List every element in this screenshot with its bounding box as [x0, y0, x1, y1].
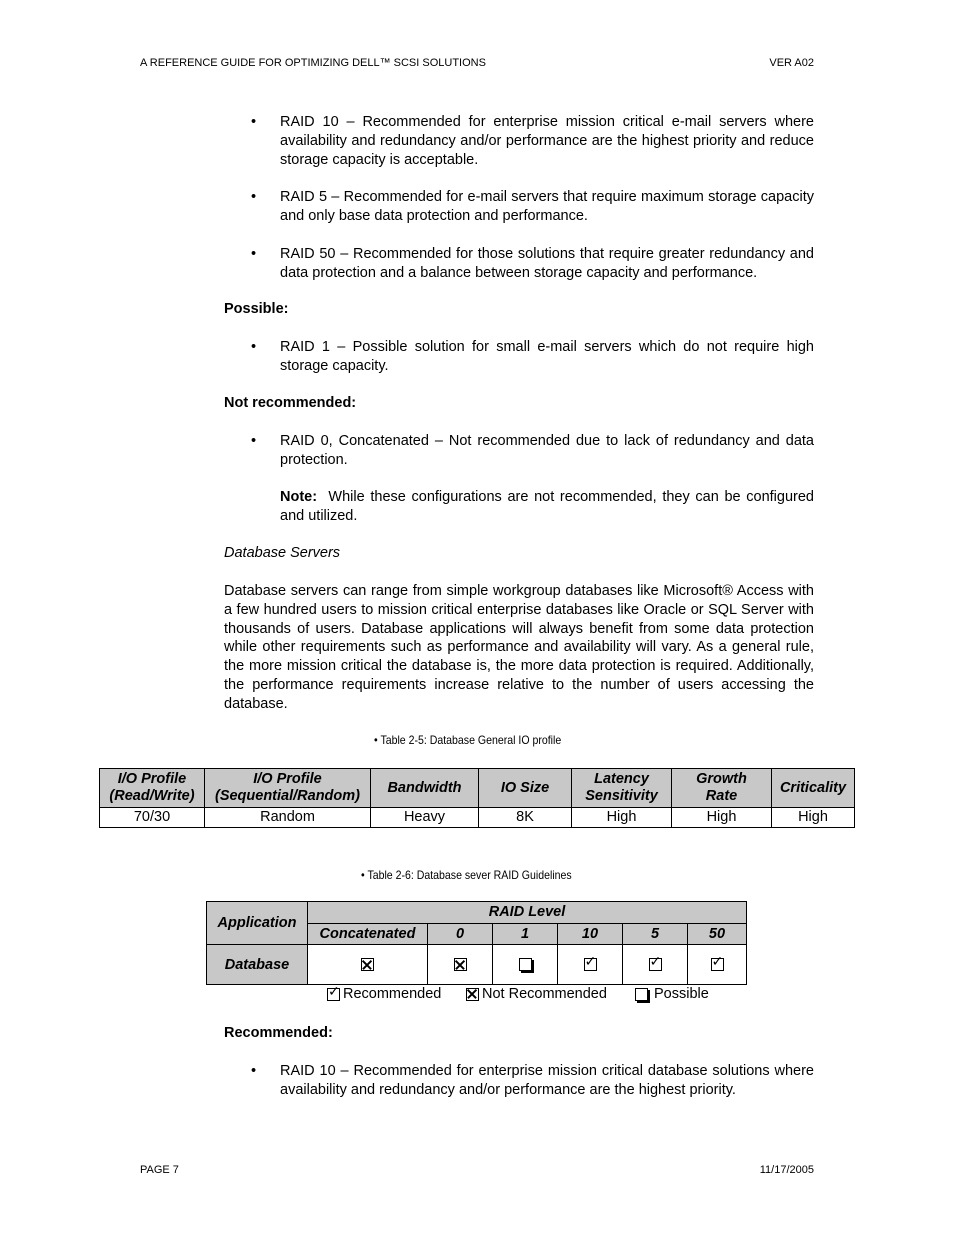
database-paragraph: Database servers can range from simple workgroup databases like Microsoft® Access with a few hundred users to mission critical enterprise databases like Oracle or SQL Server with thousands of users. Database applications will always benefit from some data protection while other requirements such as performance and availability will vary. As a general rule, the more mission critical the database is, the more data protection is required. Additionally, the performance requirements increase relative to the number of users accessing the database.	[224, 583, 814, 712]
not-recommended-icon	[454, 958, 467, 971]
mark-cell	[558, 945, 623, 985]
bullet-raid0-email: • RAID 0, Concatenated – Not recommended due to lack of redundancy and data protection.	[251, 433, 814, 468]
bullet-dot: •	[251, 339, 257, 355]
table-2-5-caption: • Table 2-5: Database General IO profile	[374, 733, 562, 747]
table-cell: High	[572, 808, 672, 828]
bullet-raid10-email: • RAID 10 – Recommended for enterprise mission critical e-mail servers where availability and redundancy and/or performance are the highest priority and reduce storage capacity is acceptable.	[251, 114, 814, 168]
raid-guidelines-table	[206, 901, 747, 985]
col-header: Bandwidth	[371, 769, 479, 808]
note-paragraph	[224, 488, 814, 526]
table-cell: High	[672, 808, 772, 828]
legend-recommended: ✓ Recommended	[327, 986, 441, 1002]
note-label: Note:	[280, 489, 318, 505]
table-cell: Random	[205, 808, 371, 828]
possible-heading: Possible:	[224, 301, 289, 317]
level-header: 1	[493, 923, 558, 945]
mark-cell	[493, 945, 558, 985]
table-cell: High	[772, 808, 855, 828]
table-cell: 70/30	[100, 808, 205, 828]
table-cell: Heavy	[371, 808, 479, 828]
raid-level-header: RAID Level	[308, 902, 747, 924]
table-cell: 8K	[479, 808, 572, 828]
recommended-heading: Recommended:	[224, 1025, 333, 1041]
level-header: 10	[558, 923, 623, 945]
application-header: Application	[207, 902, 308, 945]
page-date: 11/17/2005	[759, 1164, 814, 1176]
bullet-dot: •	[251, 1063, 257, 1079]
mark-cell	[428, 945, 493, 985]
bullet-dot: •	[251, 246, 257, 262]
table-header-row	[100, 769, 855, 808]
note-text: While these configurations are not recommended, they can be configured and utilized.	[280, 489, 814, 524]
bullet-raid5-email: • RAID 5 – Recommended for e-mail servers that require maximum storage capacity and only base data protection and performance.	[251, 189, 814, 224]
recommended-icon	[327, 988, 340, 1001]
legend-possible: Possible	[635, 986, 709, 1002]
not-recommended-icon	[466, 988, 479, 1001]
col-header: Latency Sensitivity	[572, 769, 672, 808]
recommended-icon	[711, 958, 724, 971]
recommended-icon	[584, 958, 597, 971]
col-header: I/O Profile (Read/Write)	[100, 769, 205, 808]
bullet-raid10-database: • RAID 10 – Recommended for enterprise mission critical database solutions where availability and redundancy and/or performance are the highest priority.	[251, 1063, 814, 1098]
level-header: Concatenated	[308, 923, 428, 945]
page-header-version: VER A02	[769, 57, 814, 69]
table-row	[100, 808, 855, 828]
possible-icon	[635, 988, 648, 1001]
table-row	[207, 945, 747, 985]
io-profile-table	[99, 768, 855, 828]
not-recommended-heading: Not recommended:	[224, 395, 357, 411]
level-header: 50	[688, 923, 747, 945]
level-header: 0	[428, 923, 493, 945]
bullet-dot: •	[251, 433, 257, 449]
database-servers-subheading: Database Servers	[224, 545, 341, 561]
not-recommended-icon	[361, 958, 374, 971]
row-label-database: Database	[207, 945, 308, 985]
col-header: Criticality	[772, 769, 855, 808]
bullet-dot: •	[251, 189, 257, 205]
recommended-icon	[649, 958, 662, 971]
bullet-dot: •	[251, 114, 257, 130]
possible-icon	[519, 958, 532, 971]
bullet-raid50-email: • RAID 50 – Recommended for those solutions that require greater redundancy and data protection and a balance between storage capacity and performance.	[251, 246, 814, 281]
col-header: IO Size	[479, 769, 572, 808]
col-header: Growth Rate	[672, 769, 772, 808]
mark-cell	[688, 945, 747, 985]
legend-not-recommended: Not Recommended	[466, 986, 607, 1002]
page-header-title: A REFERENCE GUIDE FOR OPTIMIZING DELL™ SCSI SOLUTIONS	[140, 57, 486, 69]
col-header: I/O Profile (Sequential/Random)	[205, 769, 371, 808]
table-header-row	[207, 902, 747, 924]
bullet-raid1-email: • RAID 1 – Possible solution for small e-mail servers which do not require high storage capacity.	[251, 339, 814, 374]
table-2-6-caption: • Table 2-6: Database sever RAID Guidelines	[361, 868, 572, 882]
level-header: 5	[623, 923, 688, 945]
mark-cell	[308, 945, 428, 985]
mark-cell	[623, 945, 688, 985]
page-number: PAGE 7	[140, 1164, 179, 1176]
